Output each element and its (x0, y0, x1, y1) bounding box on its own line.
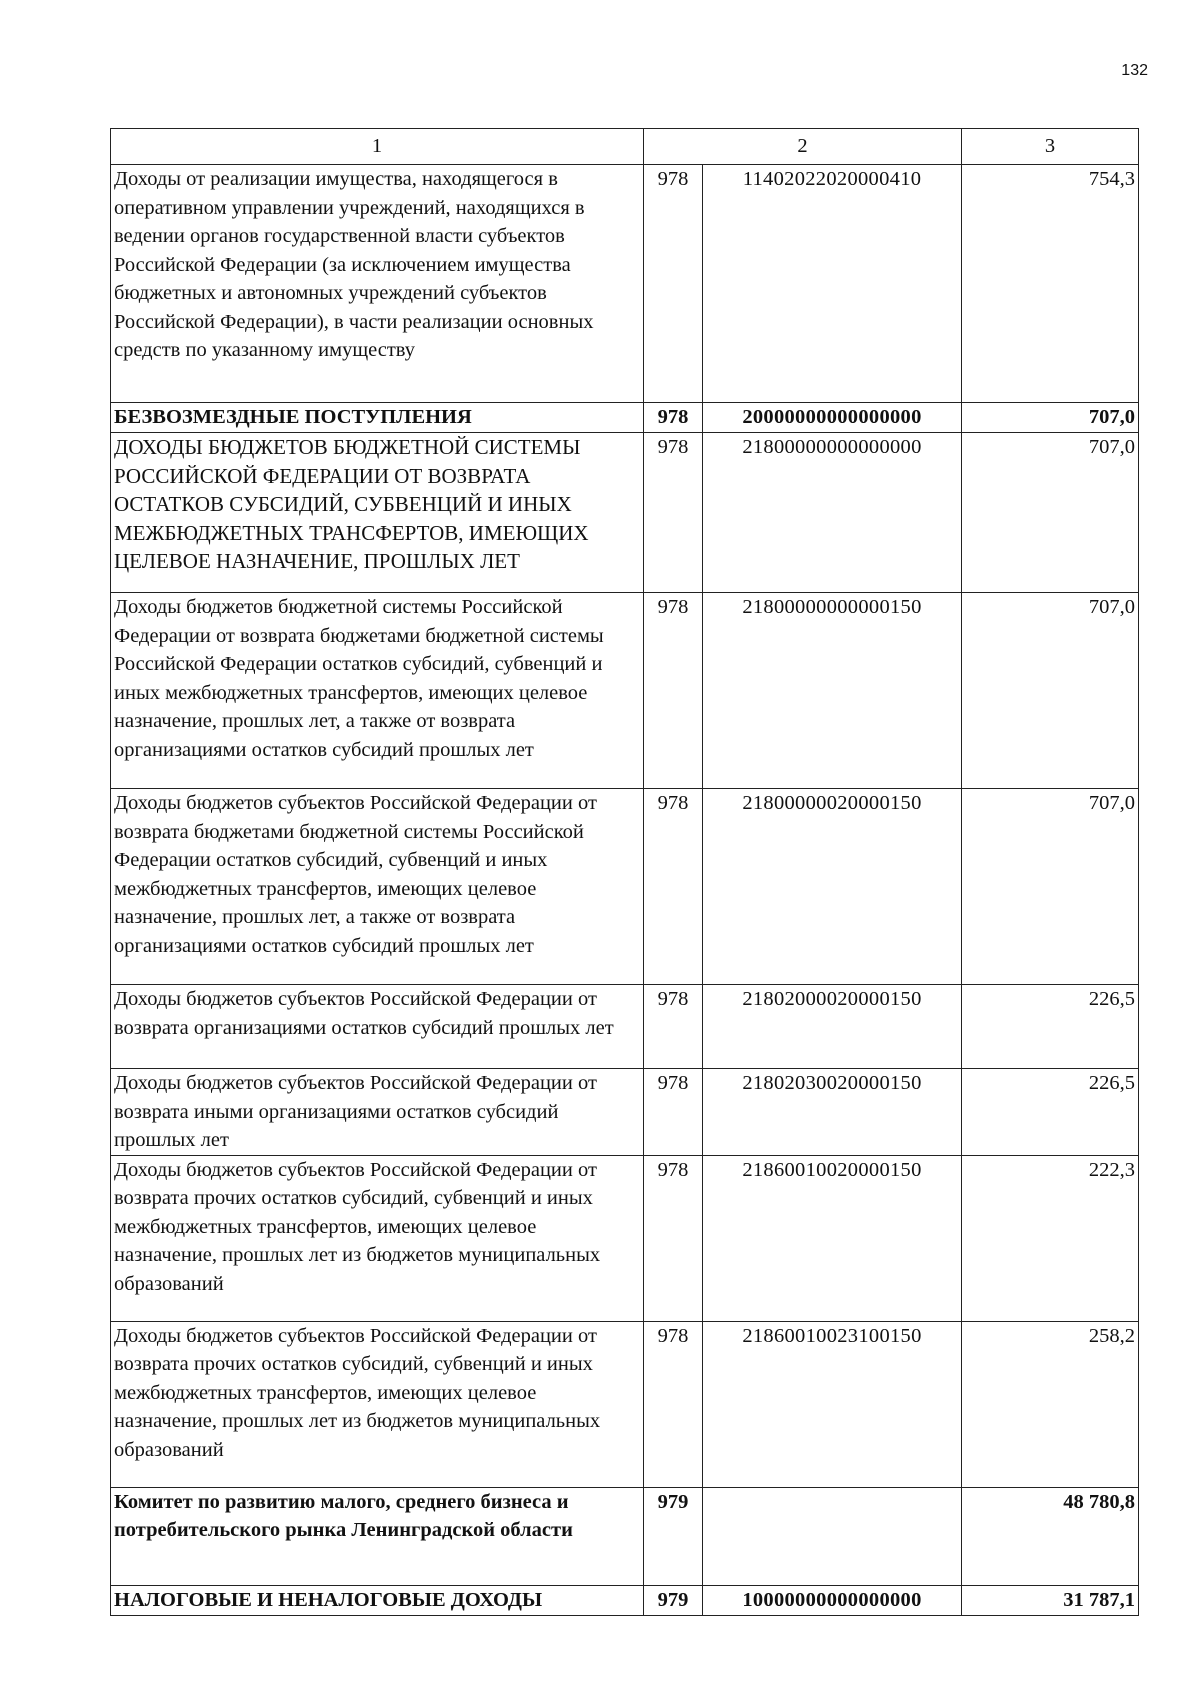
row-description: Комитет по развитию малого, среднего бизнеса и потребительского рынка Ленинградской области (111, 1487, 644, 1585)
table-row (111, 985, 1139, 1069)
table-row (111, 789, 1139, 985)
row-admin-code: 979 (644, 1487, 703, 1585)
table-row (111, 1069, 1139, 1156)
row-budget-code: 21800000020000150 (703, 789, 962, 985)
row-budget-code: 21802000020000150 (703, 985, 962, 1069)
row-admin-code: 978 (644, 593, 703, 789)
row-description: БЕЗВОЗМЕЗДНЫЕ ПОСТУПЛЕНИЯ (111, 403, 644, 433)
row-description: ДОХОДЫ БЮДЖЕТОВ БЮДЖЕТНОЙ СИСТЕМЫ РОССИЙСКОЙ ФЕДЕРАЦИИ ОТ ВОЗВРАТА ОСТАТКОВ СУБСИДИЙ, СУБВЕНЦИЙ И ИНЫХ МЕЖБЮДЖЕТНЫХ ТРАНСФЕРТОВ, ИМЕЮЩИХ ЦЕЛЕВОЕ НАЗНАЧЕНИЕ, ПРОШЛЫХ ЛЕТ (111, 433, 644, 593)
table-row (111, 403, 1139, 433)
row-amount: 226,5 (962, 985, 1139, 1069)
row-budget-code: 21800000000000000 (703, 433, 962, 593)
row-amount: 222,3 (962, 1155, 1139, 1321)
row-amount: 707,0 (962, 403, 1139, 433)
header-col-2: 2 (644, 129, 962, 165)
row-amount: 707,0 (962, 789, 1139, 985)
table-row (111, 1155, 1139, 1321)
row-amount: 48 780,8 (962, 1487, 1139, 1585)
table-header-row (111, 129, 1139, 165)
table-row (111, 593, 1139, 789)
row-budget-code: 21860010023100150 (703, 1321, 962, 1487)
row-description: Доходы бюджетов субъектов Российской Федерации от возврата прочих остатков субсидий, субвенций и иных межбюджетных трансфертов, имеющих целевое назначение, прошлых лет из бюджетов муниципальных образований (111, 1155, 644, 1321)
table-row (111, 433, 1139, 593)
row-description: Доходы бюджетов субъектов Российской Федерации от возврата организациями остатков субсидий прошлых лет (111, 985, 644, 1069)
row-admin-code: 978 (644, 985, 703, 1069)
row-description: Доходы бюджетов субъектов Российской Федерации от возврата прочих остатков субсидий, субвенций и иных межбюджетных трансфертов, имеющих целевое назначение, прошлых лет из бюджетов муниципальных образований (111, 1321, 644, 1487)
table-row (111, 1321, 1139, 1487)
row-budget-code (703, 1487, 962, 1585)
table-row (111, 165, 1139, 403)
row-amount: 707,0 (962, 433, 1139, 593)
table-row (111, 1585, 1139, 1615)
row-budget-code: 20000000000000000 (703, 403, 962, 433)
row-admin-code: 979 (644, 1585, 703, 1615)
row-admin-code: 978 (644, 789, 703, 985)
row-description: Доходы от реализации имущества, находящегося в оперативном управлении учреждений, находящихся в ведении органов государственной власти субъектов Российской Федерации (за исключением имущества бюджетных и автономных учреждений субъектов Российской Федерации), в части реализации основных средств по указанному имуществу (111, 165, 644, 403)
row-amount: 707,0 (962, 593, 1139, 789)
row-description: Доходы бюджетов бюджетной системы Российской Федерации от возврата бюджетами бюджетной системы Российской Федерации остатков субсидий, субвенций и иных межбюджетных трансфертов, имеющих целевое назначение, прошлых лет, а также от возврата организациями остатков субсидий прошлых лет (111, 593, 644, 789)
row-admin-code: 978 (644, 433, 703, 593)
row-budget-code: 21800000000000150 (703, 593, 962, 789)
row-budget-code: 21860010020000150 (703, 1155, 962, 1321)
row-budget-code: 10000000000000000 (703, 1585, 962, 1615)
header-col-1: 1 (111, 129, 644, 165)
header-col-3: 3 (962, 129, 1139, 165)
row-amount: 754,3 (962, 165, 1139, 403)
row-admin-code: 978 (644, 1155, 703, 1321)
row-description: Доходы бюджетов субъектов Российской Федерации от возврата бюджетами бюджетной системы Российской Федерации остатков субсидий, субвенций и иных межбюджетных трансфертов, имеющих целевое назначение, прошлых лет, а также от возврата организациями остатков субсидий прошлых лет (111, 789, 644, 985)
page-number: 132 (1121, 62, 1148, 79)
row-amount: 258,2 (962, 1321, 1139, 1487)
row-admin-code: 978 (644, 1321, 703, 1487)
row-description: НАЛОГОВЫЕ И НЕНАЛОГОВЫЕ ДОХОДЫ (111, 1585, 644, 1615)
table-row (111, 1487, 1139, 1585)
row-admin-code: 978 (644, 403, 703, 433)
row-amount: 31 787,1 (962, 1585, 1139, 1615)
row-description: Доходы бюджетов субъектов Российской Федерации от возврата иными организациями остатков субсидий прошлых лет (111, 1069, 644, 1156)
row-budget-code: 11402022020000410 (703, 165, 962, 403)
row-admin-code: 978 (644, 165, 703, 403)
row-budget-code: 21802030020000150 (703, 1069, 962, 1156)
row-admin-code: 978 (644, 1069, 703, 1156)
budget-revenue-table (110, 128, 1139, 1616)
row-amount: 226,5 (962, 1069, 1139, 1156)
